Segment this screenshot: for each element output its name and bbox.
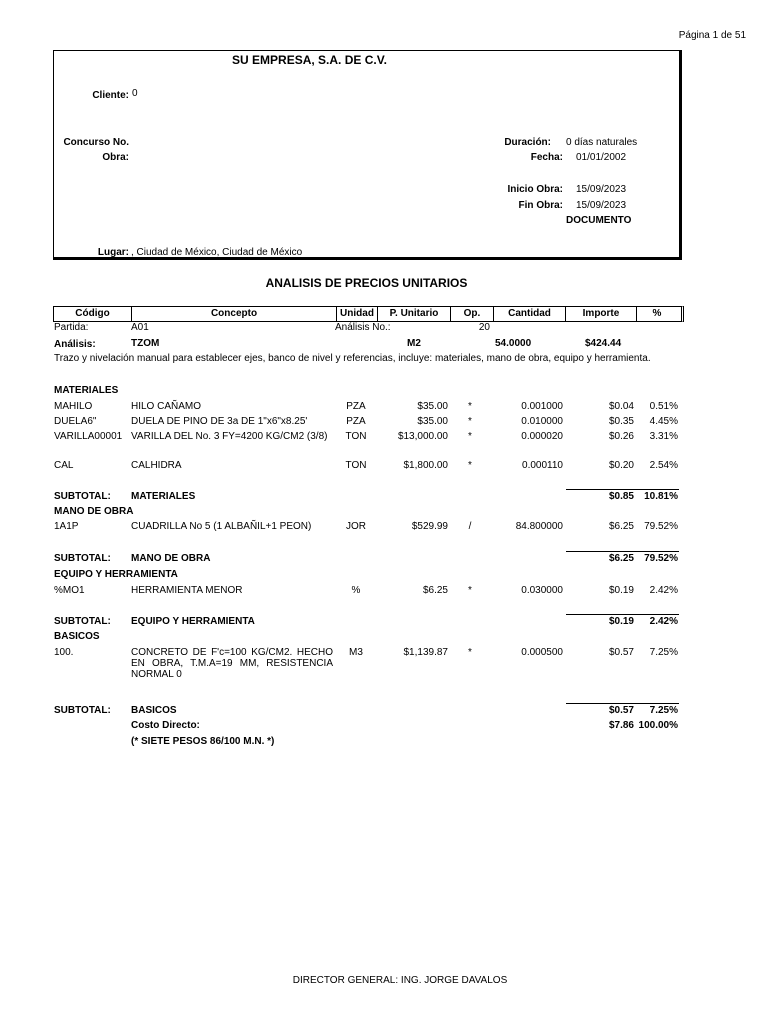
page-number: Página 1 de 51	[678, 30, 746, 41]
row-qty: 84.800000	[515, 521, 563, 532]
fecha-label: Fecha:	[530, 152, 563, 163]
subtotal-rule	[566, 614, 679, 615]
row-op: *	[468, 460, 472, 471]
analisis-quantity: 54.0000	[495, 338, 532, 349]
row-op: /	[468, 521, 472, 532]
row-unit: PZA	[346, 416, 366, 427]
obra-label: Obra:	[102, 152, 129, 163]
subtotal-rule	[566, 703, 679, 704]
row-concept: CUADRILLA No 5 (1 ALBAÑIL+1 PEON)	[131, 521, 312, 532]
subtotal-amount: $0.85	[608, 491, 634, 502]
row-unit: TON	[345, 460, 367, 471]
analisis-description: Trazo y nivelación manual para establecer ejes, banco de nivel y referencias, incluye: materiales, mano de obra, equipo y herramienta.	[54, 353, 651, 364]
lugar-value: , Ciudad de México, Ciudad de México	[131, 247, 303, 258]
row-qty: 0.010000	[521, 416, 563, 427]
row-amount: $6.25	[608, 521, 634, 532]
col-codigo: Código	[54, 307, 132, 321]
row-code: 1A1P	[54, 521, 79, 532]
documento-label: DOCUMENTO	[566, 215, 632, 226]
row-code: %MO1	[54, 585, 85, 596]
row-amount: $0.19	[608, 585, 634, 596]
column-header	[53, 306, 684, 322]
row-qty: 0.030000	[521, 585, 563, 596]
col-p-unitario: P. Unitario	[378, 307, 451, 321]
analisis-amount: $424.44	[585, 338, 622, 349]
row-pct: 0.51%	[649, 401, 678, 412]
row-price: $529.99	[411, 521, 448, 532]
row-amount: $0.20	[608, 460, 634, 471]
row-price: $1,139.87	[403, 647, 448, 658]
row-op: *	[468, 585, 472, 596]
subtotal-amount: $6.25	[608, 553, 634, 564]
footer-signature: DIRECTOR GENERAL: ING. JORGE DAVALOS	[292, 975, 508, 986]
row-unit: PZA	[346, 401, 366, 412]
row-price: $13,000.00	[397, 431, 448, 442]
partida-label: Partida:	[54, 322, 89, 333]
subtotal-label: SUBTOTAL:	[54, 616, 111, 627]
row-op: *	[468, 431, 472, 442]
row-price: $35.00	[417, 416, 448, 427]
row-op: *	[468, 416, 472, 427]
fin-obra-label: Fin Obra:	[518, 200, 563, 211]
row-amount: $0.26	[608, 431, 634, 442]
row-op: *	[468, 401, 472, 412]
col-op: Op.	[451, 307, 494, 321]
report-title: ANALISIS DE PRECIOS UNITARIOS	[265, 276, 468, 290]
partida-value: A01	[131, 322, 149, 333]
analisis-code: TZOM	[131, 338, 160, 349]
row-code: DUELA6"	[54, 416, 97, 427]
lugar-label: Lugar:	[97, 247, 129, 258]
subtotal-name: EQUIPO Y HERRAMIENTA	[131, 616, 255, 627]
row-concept: HILO CAÑAMO	[131, 401, 202, 412]
subtotal-pct: 79.52%	[644, 553, 678, 564]
cliente-value: 0	[132, 88, 138, 99]
row-pct: 2.54%	[649, 460, 678, 471]
row-unit: %	[351, 585, 361, 596]
row-concept: CONCRETO DE F'c=100 KG/CM2. HECHO EN OBRA, T.M.A=19 MM, RESISTENCIA NORMAL 0	[131, 647, 333, 680]
row-qty: 0.000020	[521, 431, 563, 442]
concurso-label: Concurso No.	[63, 137, 129, 148]
row-code: MAHILO	[54, 401, 93, 412]
subtotal-label: SUBTOTAL:	[54, 491, 111, 502]
cliente-label: Cliente:	[92, 90, 129, 101]
costo-directo-in-words: (* SIETE PESOS 86/100 M.N. *)	[131, 736, 275, 747]
subtotal-rule	[566, 551, 679, 552]
col-concepto: Concepto	[132, 307, 337, 321]
row-concept: DUELA DE PINO DE 3a DE 1"x6"x8.25'	[131, 416, 308, 427]
row-unit: M3	[349, 647, 363, 658]
costo-directo-amount: $7.86	[608, 720, 634, 731]
row-qty: 0.001000	[521, 401, 563, 412]
company-name: SU EMPRESA, S.A. DE C.V.	[232, 53, 387, 67]
fecha-value: 01/01/2002	[576, 152, 627, 163]
costo-directo-pct: 100.00%	[638, 720, 678, 731]
col-importe: Importe	[566, 307, 637, 321]
basicos-heading: BASICOS	[54, 631, 100, 642]
row-pct: 4.45%	[649, 416, 678, 427]
row-amount: $0.35	[608, 416, 634, 427]
inicio-obra-label: Inicio Obra:	[507, 184, 563, 195]
row-price: $6.25	[422, 585, 448, 596]
row-code: VARILLA00001	[54, 431, 123, 442]
subtotal-name: BASICOS	[131, 705, 177, 716]
row-pct: 7.25%	[649, 647, 678, 658]
mano-obra-heading: MANO DE OBRA	[54, 506, 134, 517]
row-qty: 0.000500	[521, 647, 563, 658]
fin-obra-value: 15/09/2023	[576, 200, 627, 211]
duracion-value: 0 días naturales	[566, 137, 638, 148]
col-unidad: Unidad	[337, 307, 378, 321]
col-cantidad: Cantidad	[494, 307, 566, 321]
materiales-heading: MATERIALES	[54, 385, 119, 396]
row-amount: $0.57	[608, 647, 634, 658]
row-code: CAL	[54, 460, 74, 471]
col-pct: %	[652, 308, 662, 319]
analisis-no-label: Análisis No.:	[335, 322, 391, 333]
analisis-unit: M2	[407, 338, 421, 349]
costo-directo-label: Costo Directo:	[131, 720, 200, 731]
subtotal-rule	[566, 489, 679, 490]
row-unit: JOR	[346, 521, 366, 532]
subtotal-name: MATERIALES	[131, 491, 196, 502]
subtotal-label: SUBTOTAL:	[54, 553, 111, 564]
row-qty: 0.000110	[522, 460, 563, 471]
subtotal-amount: $0.19	[608, 616, 634, 627]
row-price: $1,800.00	[403, 460, 448, 471]
subtotal-pct: 10.81%	[644, 491, 678, 502]
row-code: 100.	[54, 647, 74, 658]
equipo-heading: EQUIPO Y HERRAMIENTA	[54, 569, 178, 580]
row-concept: HERRAMIENTA MENOR	[131, 585, 243, 596]
row-unit: TON	[345, 431, 367, 442]
row-concept: CALHIDRA	[131, 460, 182, 471]
row-pct: 2.42%	[649, 585, 678, 596]
inicio-obra-value: 15/09/2023	[576, 184, 627, 195]
row-amount: $0.04	[608, 401, 634, 412]
subtotal-pct: 7.25%	[649, 705, 678, 716]
row-concept: VARILLA DEL No. 3 FY=4200 KG/CM2 (3/8)	[131, 431, 328, 442]
row-op: *	[468, 647, 472, 658]
subtotal-pct: 2.42%	[649, 616, 678, 627]
duracion-label: Duración:	[504, 137, 551, 148]
subtotal-label: SUBTOTAL:	[54, 705, 111, 716]
row-price: $35.00	[417, 401, 448, 412]
analisis-label: Análisis:	[54, 339, 96, 350]
row-pct: 79.52%	[644, 521, 678, 532]
subtotal-name: MANO DE OBRA	[131, 553, 211, 564]
row-pct: 3.31%	[649, 431, 678, 442]
analisis-no-value: 20	[478, 322, 490, 333]
subtotal-amount: $0.57	[608, 705, 634, 716]
